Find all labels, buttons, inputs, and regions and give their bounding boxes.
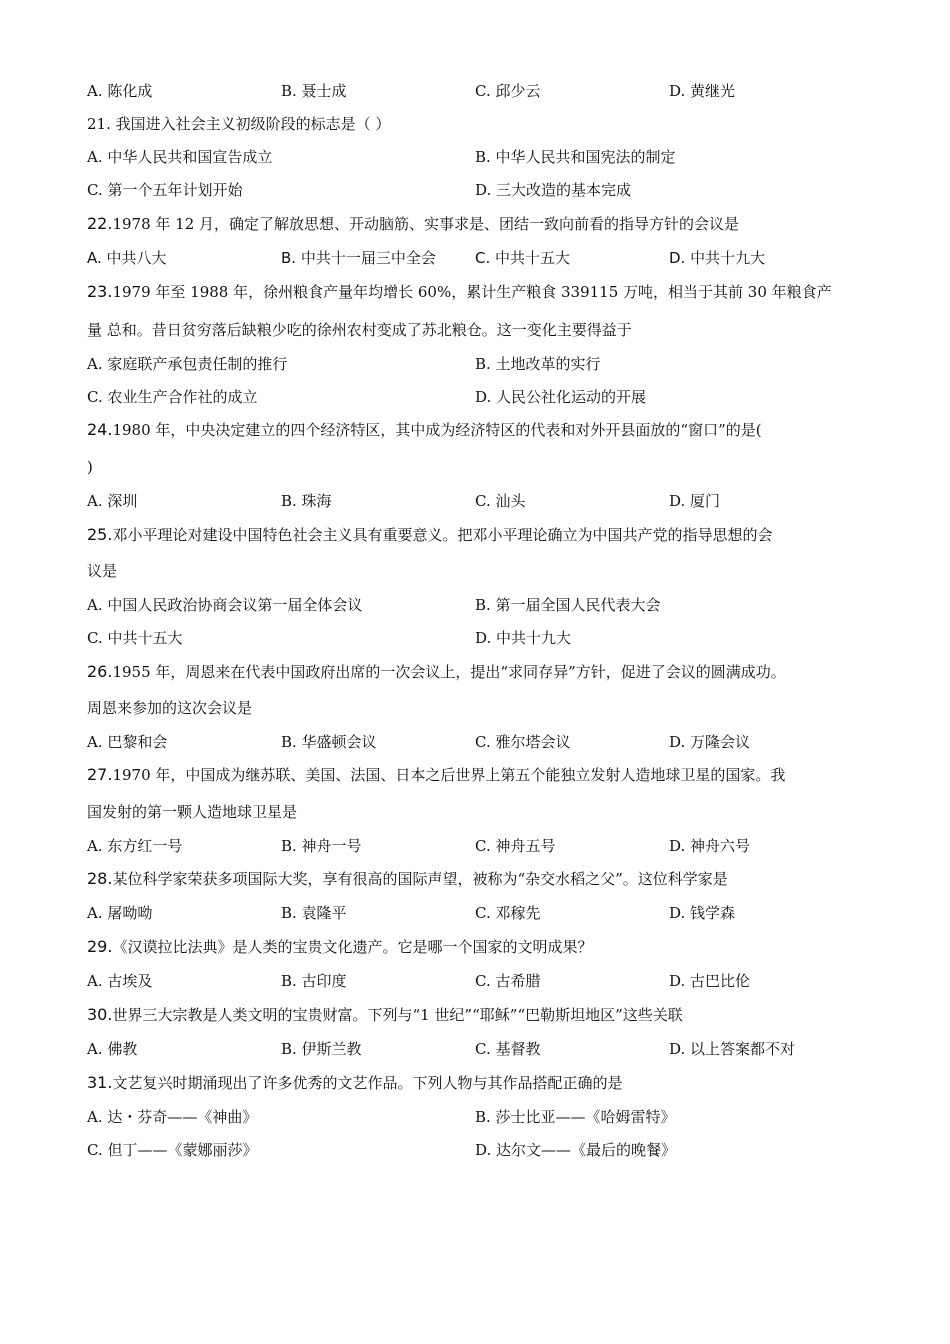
- q23-option-c: C. 农业生产合作社的成立: [87, 388, 258, 406]
- q30-stem: [87, 1005, 683, 1025]
- q20-option-d: D. 黄继光: [669, 82, 736, 100]
- q22-option-c-text: 中共十五大: [495, 249, 571, 267]
- q28-option-b: B. 袁隆平: [281, 904, 347, 922]
- q30-number: 30.: [87, 1005, 113, 1024]
- q27-stem-line1: [87, 765, 785, 785]
- q20-option-a: A. 陈化成: [87, 82, 153, 100]
- q31-option-a: A. 达・芬奇——《神曲》: [87, 1108, 258, 1126]
- q22-option-c-letter: C.: [475, 249, 491, 267]
- q25-option-b: B. 第一届全国人民代表大会: [475, 596, 661, 614]
- q26-option-d: D. 万隆会议: [669, 733, 751, 751]
- q22-option-d: [669, 248, 765, 268]
- q26-text-1: 1955 年，周恩来在代表中国政府出席的一次会议上，提出“求同存异”方针，促进了会议的圆满成功。: [112, 663, 786, 681]
- q31-number: 31.: [87, 1073, 113, 1092]
- q22-option-d-letter: D.: [669, 249, 686, 267]
- q27-option-b: B. 神舟一号: [281, 837, 362, 855]
- q27-number: 27.: [87, 765, 113, 784]
- q31-option-b: B. 莎士比亚——《哈姆雷特》: [475, 1108, 676, 1126]
- q31-stem: [87, 1073, 622, 1093]
- q21-option-c: C. 第一个五年计划开始: [87, 181, 243, 199]
- q24-option-d: D. 厦门: [669, 492, 721, 510]
- q21-option-b: B. 中华人民共和国宪法的制定: [475, 148, 676, 166]
- q31-option-d: D. 达尔文——《最后的晚餐》: [475, 1141, 677, 1159]
- q27-option-d: D. 神舟六号: [669, 837, 751, 855]
- q21-option-a: A. 中华人民共和国宣告成立: [87, 148, 273, 166]
- q26-option-c: C. 雅尔塔会议: [475, 733, 571, 751]
- q28-text: 某位科学家荣获多项国际大奖，享有很高的国际声望，被称为“杂交水稻之父”。这位科学家是: [112, 870, 728, 888]
- q26-option-b: B. 华盛顿会议: [281, 733, 377, 751]
- q22-text: 1978 年 12 月，确定了解放思想、开动脑筋、实事求是、团结一致向前看的指导方针的会议是: [112, 215, 740, 233]
- q30-option-c: C. 基督教: [475, 1040, 541, 1058]
- q26-stem-line2: 周恩来参加的这次会议是: [87, 699, 253, 717]
- q23-text-1: 1979 年至 1988 年，徐州粮食产量年均增长 60%，累计生产粮食 339115 万吨，相当于其前 30 年粮食产: [112, 283, 832, 301]
- q30-option-d: D. 以上答案都不对: [669, 1040, 796, 1058]
- q29-number: 29.: [87, 937, 113, 956]
- q28-option-a: A. 屠呦呦: [87, 904, 153, 922]
- q29-option-c: C. 古希腊: [475, 972, 541, 990]
- q22-option-b-text: 中共十一届三中全会: [300, 249, 436, 267]
- q23-option-d: D. 人民公社化运动的开展: [475, 388, 647, 406]
- q25-option-a: A. 中国人民政治协商会议第一届全体会议: [87, 596, 363, 614]
- q24-option-a: A. 深圳: [87, 492, 138, 510]
- q27-option-c: C. 神舟五号: [475, 837, 556, 855]
- q28-number: 28.: [87, 869, 113, 888]
- q27-option-a: A. 东方红一号: [87, 837, 183, 855]
- q30-option-b: B. 伊斯兰教: [281, 1040, 362, 1058]
- q24-stem-line2: ): [87, 458, 93, 476]
- q22-option-a-text: 中共八大: [106, 249, 167, 267]
- q23-number: 23.: [87, 282, 113, 301]
- q28-stem: [87, 869, 728, 889]
- q22-option-c: [475, 248, 570, 268]
- q25-number: 25.: [87, 525, 113, 544]
- q22-option-b: [281, 248, 436, 268]
- q29-option-d: D. 古巴比伦: [669, 972, 751, 990]
- q21-option-d: D. 三大改造的基本完成: [475, 181, 632, 199]
- q29-stem: [87, 937, 592, 957]
- q30-text: 世界三大宗教是人类文明的宝贵财富。下列与“1 世纪”“耶稣”“巴勒斯坦地区”这些关联: [112, 1006, 683, 1024]
- q25-option-c: C. 中共十五大: [87, 629, 183, 647]
- q23-stem-line2: 量 总和。昔日贫穷落后缺粮少吃的徐州农村变成了苏北粮仓。这一变化主要得益于: [87, 321, 632, 339]
- q23-stem-line1: [87, 282, 832, 302]
- q23-option-a: A. 家庭联产承包责任制的推行: [87, 355, 288, 373]
- q26-stem-line1: [87, 662, 786, 682]
- q25-text-1: 邓小平理论对建设中国特色社会主义具有重要意义。把邓小平理论确立为中国共产党的指导思想的会: [112, 526, 773, 544]
- q25-option-d: D. 中共十九大: [475, 629, 572, 647]
- q30-option-a: A. 佛教: [87, 1040, 138, 1058]
- q24-text-1: 1980 年，中央决定建立的四个经济特区，其中成为经济特区的代表和对外开县面放的“窗口”的是(: [112, 421, 762, 439]
- q28-option-c: C. 邓稼先: [475, 904, 541, 922]
- q22-option-a-letter: A.: [87, 249, 102, 267]
- q20-option-c: C. 邱少云: [475, 82, 541, 100]
- q29-option-a: A. 古埃及: [87, 972, 153, 990]
- q22-option-d-text: 中共十九大: [690, 249, 766, 267]
- q25-stem-line1: [87, 525, 772, 545]
- q23-option-b: B. 土地改革的实行: [475, 355, 601, 373]
- q27-text-1: 1970 年，中国成为继苏联、美国、法国、日本之后世界上第五个能独立发射人造地球卫星的国家。我: [112, 766, 786, 784]
- q24-option-b: B. 珠海: [281, 492, 332, 510]
- q21-stem: 21. 我国进入社会主义初级阶段的标志是（ ）: [87, 115, 391, 133]
- q29-text: 《汉谟拉比法典》是人类的宝贵文化遗产。它是哪一个国家的文明成果？: [112, 938, 593, 956]
- q24-option-c: C. 汕头: [475, 492, 526, 510]
- q26-number: 26.: [87, 662, 113, 681]
- q25-stem-line2: 议是: [87, 562, 118, 580]
- q29-option-b: B. 古印度: [281, 972, 347, 990]
- q27-stem-line2: 国发射的第一颗人造地球卫星是: [87, 803, 298, 821]
- q22-stem: [87, 214, 739, 234]
- q22-option-b-letter: B.: [281, 249, 297, 267]
- q22-number: 22.: [87, 214, 113, 233]
- q22-option-a: [87, 248, 167, 268]
- q20-option-b: B. 聂士成: [281, 82, 347, 100]
- q24-stem-line1: [87, 420, 762, 440]
- q26-option-a: A. 巴黎和会: [87, 733, 168, 751]
- q28-option-d: D. 钱学森: [669, 904, 736, 922]
- q31-text: 文艺复兴时期涌现出了许多优秀的文艺作品。下列人物与其作品搭配正确的是: [112, 1074, 623, 1092]
- q24-number: 24.: [87, 420, 113, 439]
- q31-option-c: C. 但丁——《蒙娜丽莎》: [87, 1141, 258, 1159]
